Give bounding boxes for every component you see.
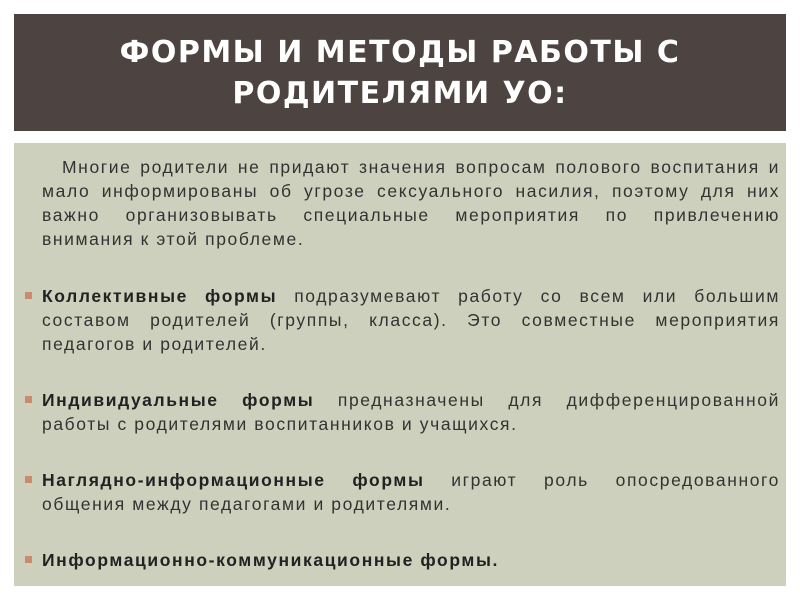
bullet-text: подразумевают работу со всем или большим составом родителей (группы, класса). Это совместные мероприятия педагогов и родителей.: [42, 286, 780, 354]
title-bar: [14, 14, 786, 131]
bullet-term: Наглядно-информационные формы: [42, 470, 425, 490]
bullet-item: [42, 284, 780, 356]
square-bullet-icon: [25, 292, 32, 299]
bullet-item: [42, 388, 780, 436]
content-panel: [14, 143, 786, 586]
bullet-item: [42, 548, 780, 572]
bullet-text: предназначены для дифференцированной работы с родителями воспитанников и учащихся.: [42, 390, 780, 434]
bullet-term: Коллективные формы: [42, 286, 278, 306]
bullet-term: Индивидуальные формы: [42, 390, 315, 410]
square-bullet-icon: [25, 396, 32, 403]
slide-title: ФОРМЫ И МЕТОДЫ РАБОТЫ С РОДИТЕЛЯМИ УО:: [119, 34, 681, 111]
bullet-term: Информационно-коммуникационные формы.: [42, 550, 499, 570]
square-bullet-icon: [25, 476, 32, 483]
square-bullet-icon: [25, 556, 32, 563]
bullet-item: [42, 468, 780, 516]
intro-paragraph: Многие родители не придают значения вопросам полового воспитания и мало информированы об угрозе сексуального насилия, поэтому для них важно организовывать специальные мероприятия по привлечению внимания к этой проблеме.: [42, 157, 780, 249]
bullet-text: играют роль опосредованного общения между педагогами и родителями.: [42, 470, 780, 514]
bullet-list: [42, 284, 780, 572]
